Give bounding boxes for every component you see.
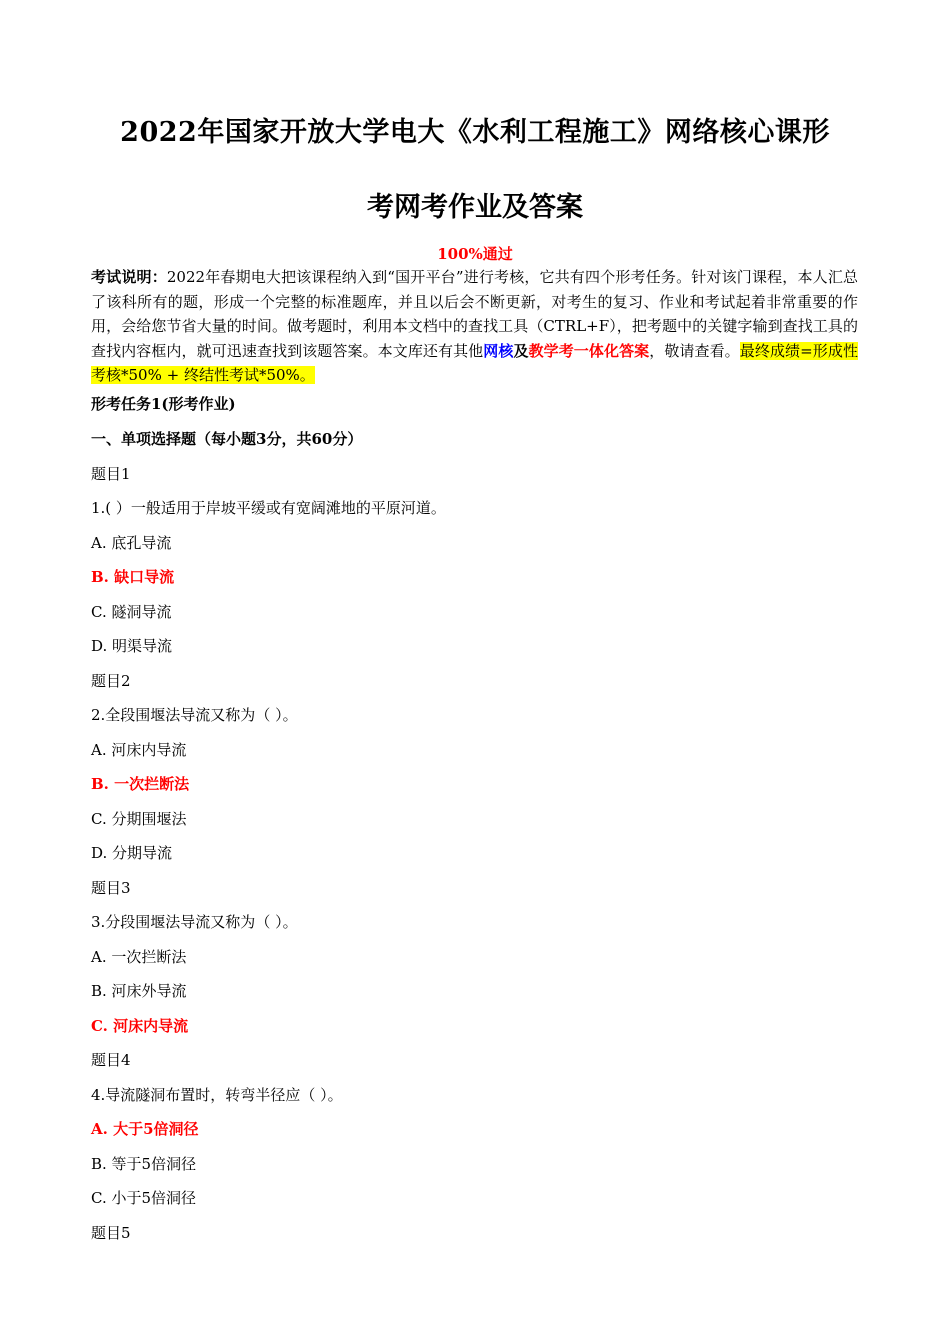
- option: A. 河床内导流: [91, 741, 187, 759]
- option: A. 一次拦断法: [91, 948, 187, 966]
- correct-option: C. 河床内导流: [91, 1017, 189, 1035]
- intro-text: 2022年春期电大把该课程纳入到“国开平台”进行考核，它共有四个形考任务。针对该门课程，本人汇总了该科所有的题，形成一个完整的标准题库，并且以后会不断更新，对考生的复习、作业和考试起着非常重要的作用，会给您节省大量的时间。做考题时，利用本文档中的查找工具（CTRL+F），把考题中的关键字输到查找工具的查找内容框内，就可迅速查找到该题答案。本文库还有其他: [91, 268, 858, 360]
- intro-text-end: ，敬请查看。: [649, 341, 740, 360]
- jiaoxue-link[interactable]: 教学考一体化答案: [528, 341, 650, 360]
- option: D. 明渠导流: [91, 637, 173, 655]
- question-label: 题目5: [91, 1224, 131, 1242]
- option: B. 等于5倍洞径: [91, 1155, 197, 1173]
- pass-note: 100%通过: [437, 245, 513, 263]
- option: C. 分期围堰法: [91, 810, 187, 828]
- question-label: 题目1: [91, 465, 131, 483]
- question-stem: 4.导流隧洞布置时，转弯半径应（ ）。: [91, 1086, 343, 1104]
- grading-formula-highlight: 最终成绩=形成性考核*50% + 终结性考试*50%。: [91, 341, 858, 384]
- section-title: 一、单项选择题（每小题3分，共60分）: [91, 430, 363, 448]
- question-stem: 3.分段围堰法导流又称为（ ）。: [91, 913, 298, 931]
- intro-label: 考试说明：: [91, 268, 167, 286]
- correct-option: B. 一次拦断法: [91, 775, 190, 793]
- document-title-line1: 2022年国家开放大学电大《水利工程施工》网络核心课形: [120, 117, 830, 148]
- exam-intro-paragraph: [91, 265, 858, 388]
- option: A. 底孔导流: [91, 534, 172, 552]
- option: D. 分期导流: [91, 844, 173, 862]
- correct-option: B. 缺口导流: [91, 568, 175, 586]
- wanghe-link[interactable]: 网核: [483, 341, 514, 360]
- task-title: 形考任务1(形考作业): [91, 395, 236, 413]
- question-stem: 1.( ）一般适用于岸坡平缓或有宽阔滩地的平原河道。: [91, 499, 446, 517]
- question-label: 题目4: [91, 1051, 131, 1069]
- document-title-line2: 考网考作业及答案: [367, 192, 583, 223]
- correct-option: A. 大于5倍洞径: [91, 1120, 199, 1138]
- option: C. 小于5倍洞径: [91, 1189, 197, 1207]
- option: C. 隧洞导流: [91, 603, 172, 621]
- question-label: 题目3: [91, 879, 131, 897]
- option: B. 河床外导流: [91, 982, 187, 1000]
- question-stem: 2.全段围堰法导流又称为（ ）。: [91, 706, 298, 724]
- question-label: 题目2: [91, 672, 131, 690]
- intro-and: 及: [513, 341, 529, 360]
